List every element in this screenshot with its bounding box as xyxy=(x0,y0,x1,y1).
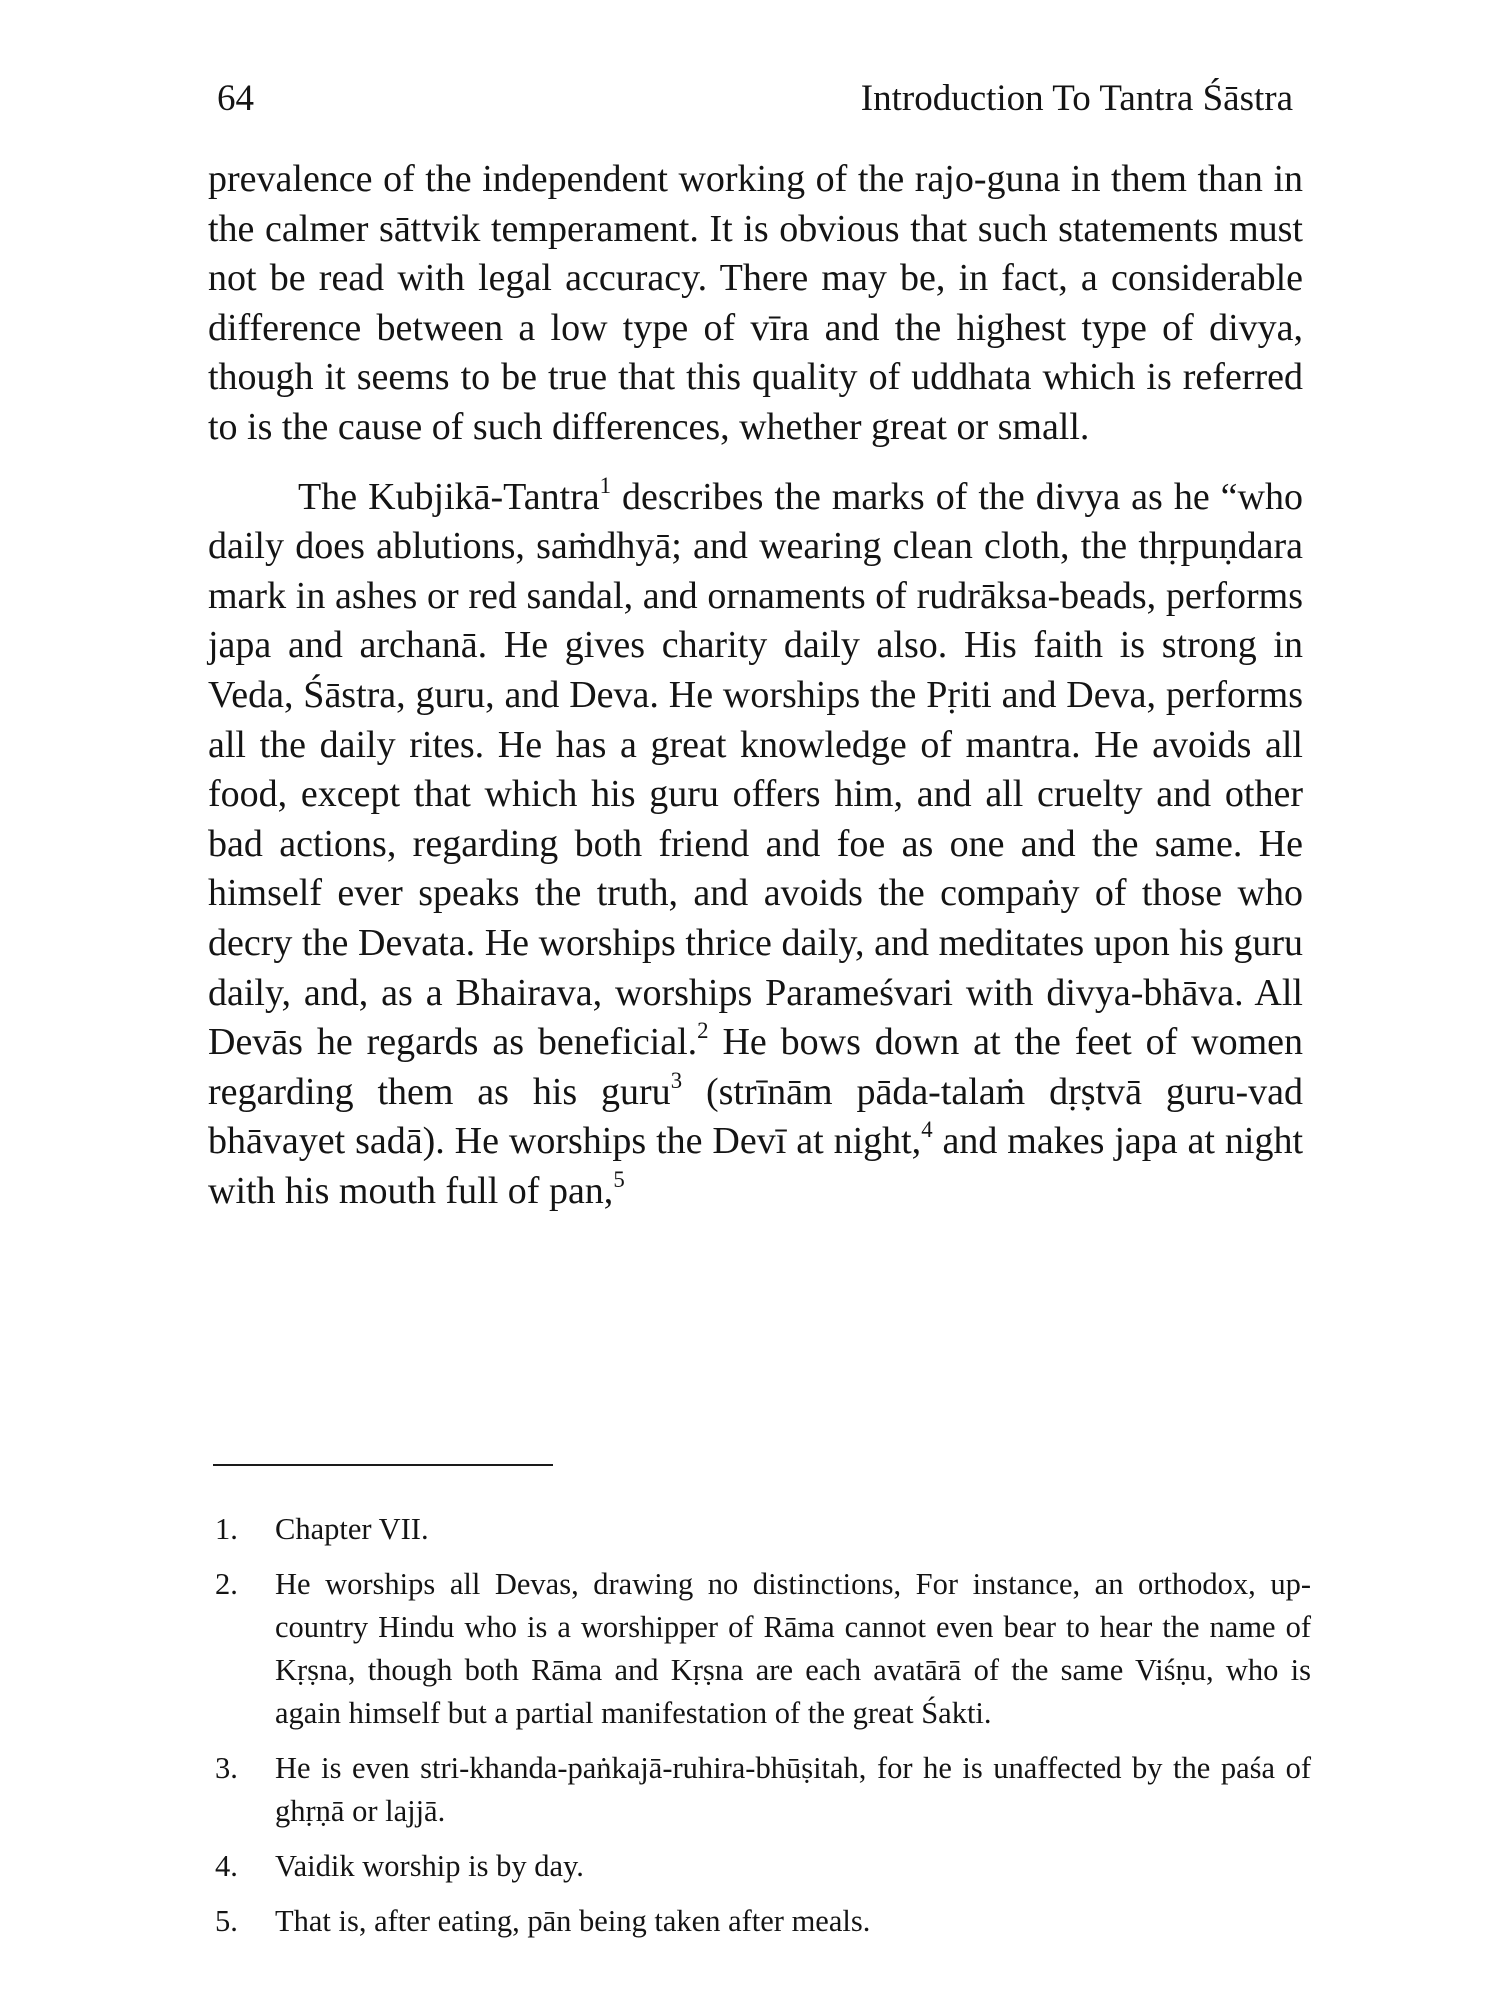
footnote-ref-1: 1 xyxy=(599,472,612,498)
footnote-text: That is, after eating, pān being taken after meals. xyxy=(275,1904,871,1938)
footnote-number: 1. xyxy=(215,1512,238,1546)
paragraph-2-segment: The Kubjikā-Tantra xyxy=(298,475,600,518)
footnote-number: 3. xyxy=(215,1751,238,1785)
footnote-number: 2. xyxy=(215,1567,238,1601)
footnote-4 xyxy=(215,1845,1311,1888)
footnote-text: Vaidik worship is by day. xyxy=(275,1849,584,1883)
footnote-text: He worships all Devas, drawing no distinctions, For instance, an orthodox, up-country Hindu who is a worshipper of Rāma cannot even bear to hear the name of Kṛṣna, though both Rāma and Kṛṣna are each avatārā of the same Viśṇu, who is again himself but a partial manifestation of the great Śakti. xyxy=(275,1567,1311,1730)
footnote-divider xyxy=(213,1464,553,1466)
paragraph-2-segment: and makes japa at night with his mouth full of pan, xyxy=(208,1120,1303,1212)
footnote-text: Chapter VII. xyxy=(275,1512,429,1546)
footnote-ref-2: 2 xyxy=(697,1018,709,1044)
footnote-ref-5: 5 xyxy=(613,1166,625,1192)
footnotes xyxy=(215,1508,1311,1955)
footnote-2 xyxy=(215,1563,1311,1735)
footnote-number: 5. xyxy=(215,1904,238,1938)
footnote-ref-4: 4 xyxy=(921,1117,933,1143)
running-head xyxy=(217,66,1293,130)
running-title: Introduction To Tantra Śāstra xyxy=(860,77,1293,119)
footnote-5 xyxy=(215,1900,1311,1943)
footnote-text: He is even stri-khanda-paṅkajā-ruhira-bhūṣitah, for he is unaffected by the paśa of ghṛṇā or lajjā. xyxy=(275,1751,1311,1828)
page-number: 64 xyxy=(217,77,254,119)
footnote-3 xyxy=(215,1747,1311,1833)
paragraph-2-segment: (strīnām pāda-talaṁ dṛṣtvā guru-vad bhāvayet sadā). He worships the Devī at night, xyxy=(208,1070,1304,1163)
paragraph-2 xyxy=(208,473,1303,1217)
footnote-number: 4. xyxy=(215,1849,238,1883)
paragraph-2-segment: describes the marks of the divya as he “who daily does ablutions, saṁdhyā; and wearing clean cloth, the thṛpuṇdara mark in ashes or red sandal, and ornaments of rudrāksa-beads, performs japa and archanā. He gives charity daily also. His faith is strong in Veda, Śāstra, guru, and Deva. He worships the Pṛiti and Deva, performs all the daily rites. He has a great knowledge of mantra. He avoids all food, except that which his guru offers him, and all cruelty and other bad actions, regarding both friend and foe as one and the same. He himself ever speaks the truth, and avoids the compaṅy of those who decry the Devata. He worships thrice daily, and meditates upon his guru daily, and, as a Bhairava, worships Parameśvari with divya-bhāva. All Devās he regards as beneficial. xyxy=(208,475,1303,1064)
footnote-1 xyxy=(215,1508,1311,1551)
body-text xyxy=(208,155,1303,1216)
footnote-ref-3: 3 xyxy=(670,1067,683,1093)
paragraph-2-segment: He bows down at the feet of women regarding them as his guru xyxy=(208,1021,1303,1113)
paragraph-1: prevalence of the independent working of the rajo-guna in them than in the calmer sāttvik temperament. It is obvious that such statements must not be read with legal accuracy. There may be, in fact, a considerable difference between a low type of vīra and the highest type of divya, though it seems to be true that this quality of uddhata which is referred to is the cause of such differences, whether great or small. xyxy=(208,158,1303,448)
